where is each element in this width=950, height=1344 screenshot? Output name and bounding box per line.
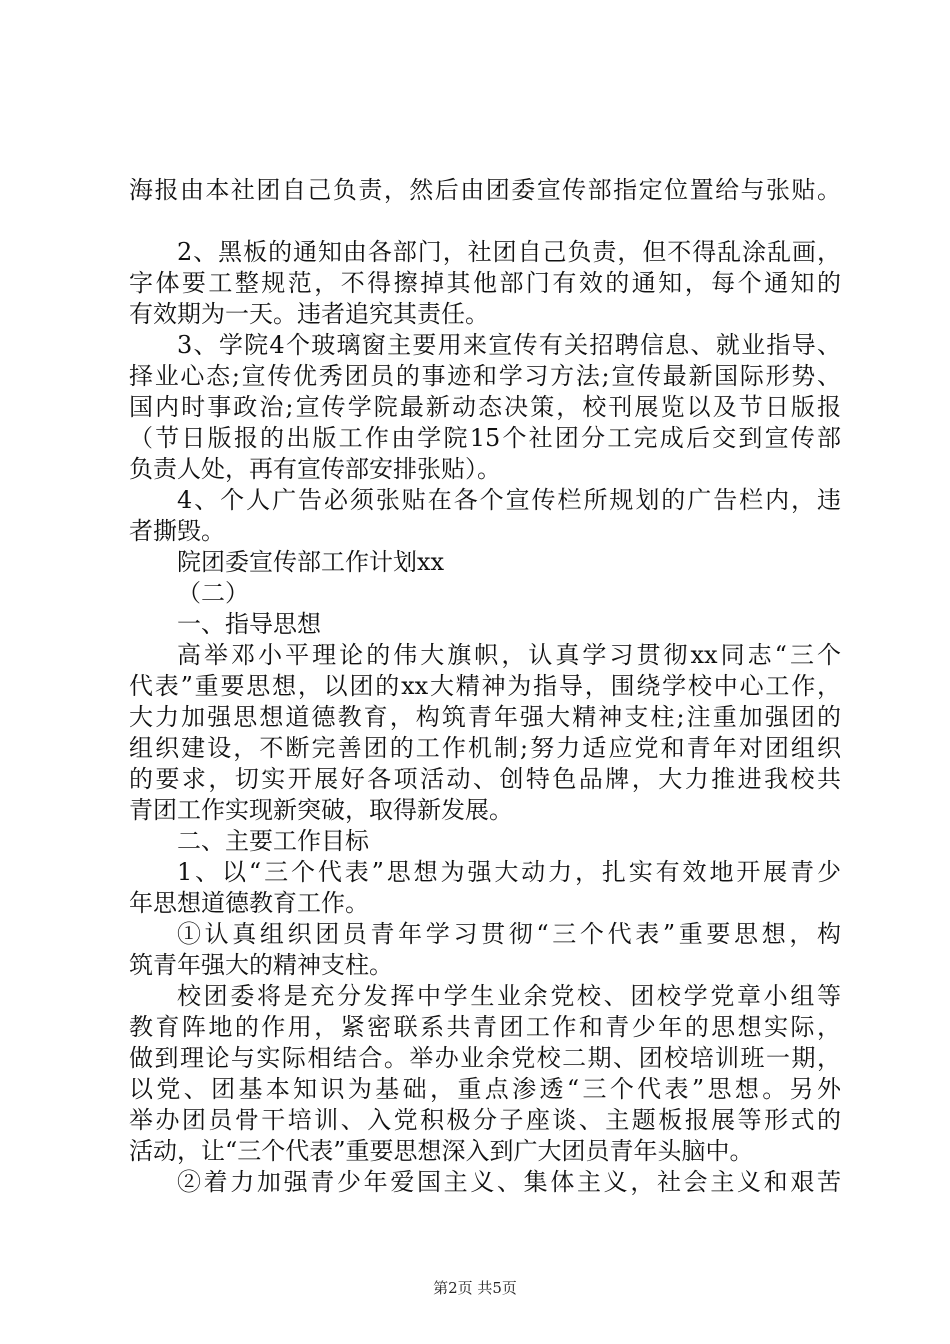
text-line: 以党、团基本知识为基础，重点渗透“三个代表”思想。另外 (129, 1075, 841, 1103)
text-line: （节日版报的出版工作由学院15个社团分工完成后交到宣传部 (129, 424, 841, 452)
text-line: 教育阵地的作用，紧密联系共青团工作和青少年的思想实际， (129, 1013, 841, 1041)
text-line: 做到理论与实际相结合。举办业余党校二期、团校培训班一期， (129, 1044, 841, 1072)
section-heading: 一、指导思想 (177, 610, 321, 638)
text-line: 国内时事政治;宣传学院最新动态决策，校刊展览以及节日版报 (129, 393, 841, 421)
section-subtitle: （二） (177, 579, 249, 607)
text-line: 3、学院4个玻璃窗主要用来宣传有关招聘信息、就业指导、 (177, 331, 841, 359)
text-line: 组织建设，不断完善团的工作机制;努力适应党和青年对团组织 (129, 734, 841, 762)
text-line: 海报由本社团自己负责，然后由团委宣传部指定位置给与张贴。 (129, 176, 841, 204)
text-line: 举办团员骨干培训、入党积极分子座谈、主题板报展等形式的 (129, 1106, 841, 1134)
text-line: 高举邓小平理论的伟大旗帜，认真学习贯彻xx同志“三个 (177, 641, 841, 669)
text-line: 2、黑板的通知由各部门，社团自己负责，但不得乱涂乱画， (177, 238, 841, 266)
text-line: 青团工作实现新突破，取得新发展。 (129, 796, 513, 824)
section-title: 院团委宣传部工作计划xx (177, 548, 445, 576)
section-heading: 二、主要工作目标 (177, 827, 369, 855)
text-line: 负责人处，再有宣传部安排张贴）。 (129, 455, 501, 483)
text-line: ①认真组织团员青年学习贯彻“三个代表”重要思想，构 (177, 920, 841, 948)
text-line: 4、个人广告必须张贴在各个宣传栏所规划的广告栏内，违 (177, 486, 841, 514)
text-line: 筑青年强大的精神支柱。 (129, 951, 393, 979)
text-line: 年思想道德教育工作。 (129, 889, 369, 917)
text-line: 大力加强思想道德教育，构筑青年强大精神支柱;注重加强团的 (129, 703, 841, 731)
text-line: 择业心态;宣传优秀团员的事迹和学习方法;宣传最新国际形势、 (129, 362, 841, 390)
text-line: 有效期为一天。违者追究其责任。 (129, 300, 489, 328)
text-line: 字体要工整规范，不得擦掉其他部门有效的通知，每个通知的 (129, 269, 841, 297)
text-line: 校团委将是充分发挥中学生业余党校、团校学党章小组等 (177, 982, 841, 1010)
text-line: 者撕毁。 (129, 517, 225, 545)
text-line: 活动，让“三个代表”重要思想深入到广大团员青年头脑中。 (129, 1137, 754, 1165)
text-line: 的要求，切实开展好各项活动、创特色品牌，大力推进我校共 (129, 765, 841, 793)
text-line: 代表”重要思想，以团的xx大精神为指导，围绕学校中心工作， (129, 672, 841, 700)
page-number: 第2页 共5页 (433, 1279, 517, 1297)
text-line: 1、以“三个代表”思想为强大动力，扎实有效地开展青少 (177, 858, 841, 886)
text-line: ②着力加强青少年爱国主义、集体主义，社会主义和艰苦 (177, 1168, 841, 1196)
